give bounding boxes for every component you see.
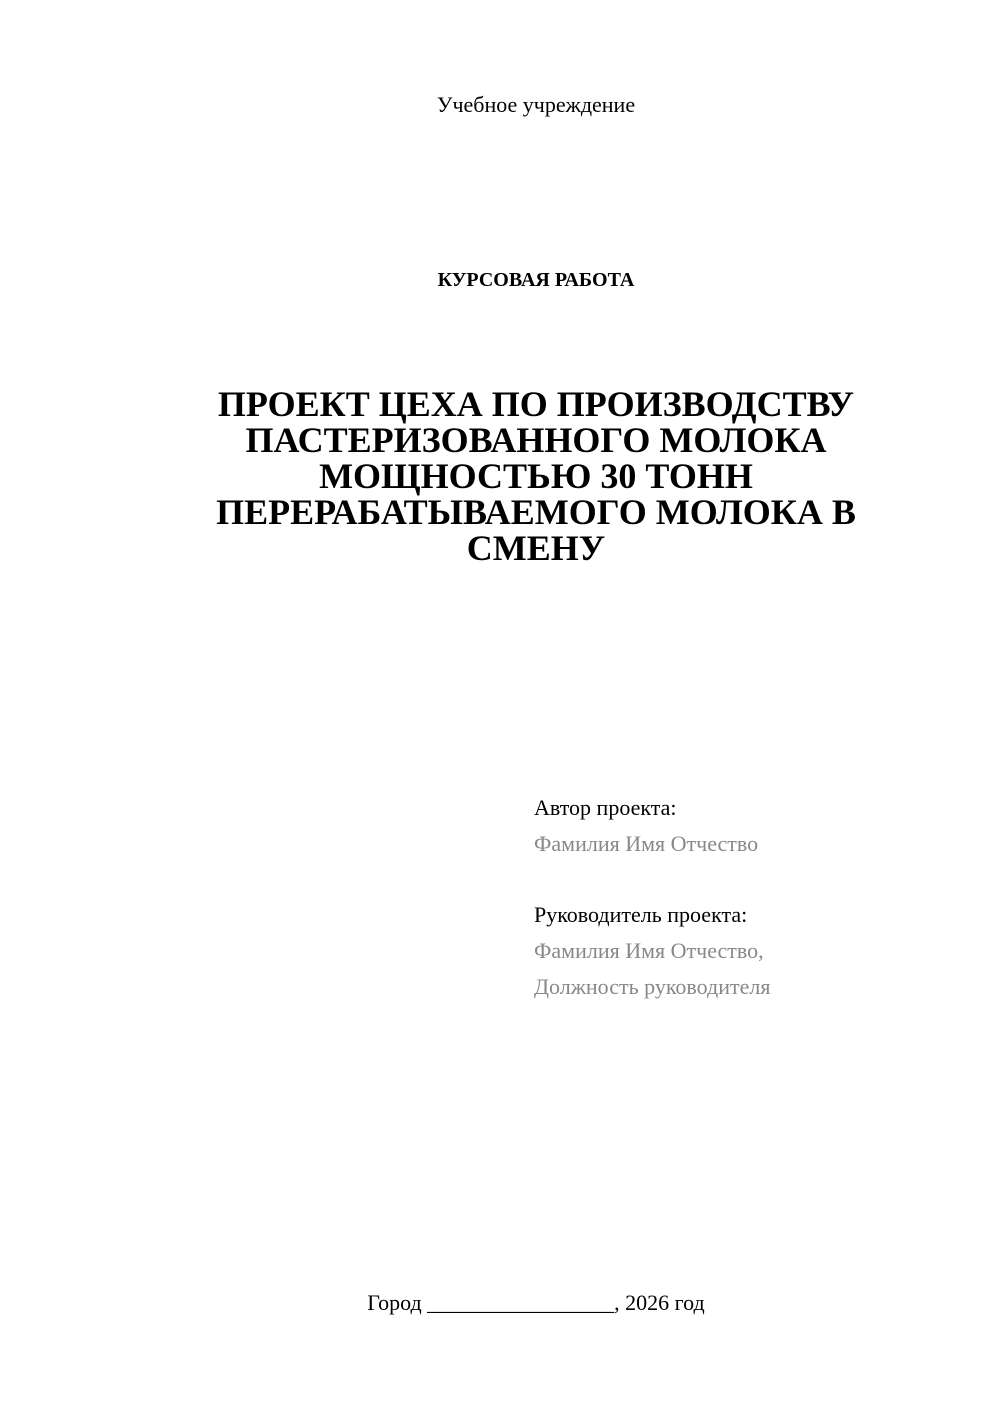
institution-name: Учебное учреждение: [436, 92, 636, 117]
credits-block: [534, 790, 770, 1005]
project-title: [185, 386, 887, 566]
project-title-line: ПАСТЕРИЗОВАННОГО МОЛОКА: [245, 420, 827, 460]
project-title-line: СМЕНУ: [466, 528, 606, 568]
project-title-line: ПРОЕКТ ЦЕХА ПО ПРОИЗВОДСТВУ: [217, 384, 855, 424]
supervisor-label: Руководитель проекта:: [534, 902, 748, 927]
spacer: [534, 862, 770, 897]
author-name: Фамилия Имя Отчество: [534, 831, 759, 856]
supervisor-position: Должность руководителя: [534, 974, 771, 999]
project-title-line: МОЩНОСТЬЮ 30 ТОНН: [319, 456, 753, 496]
project-title-line: ПЕРЕРАБАТЫВАЕМОГО МОЛОКА В: [216, 492, 856, 532]
city-year-line: Город _________________, 2026 год: [367, 1290, 705, 1315]
work-type-heading: КУРСОВАЯ РАБОТА: [437, 269, 635, 291]
supervisor-name: Фамилия Имя Отчество,: [534, 938, 764, 963]
author-label: Автор проекта:: [534, 795, 677, 820]
